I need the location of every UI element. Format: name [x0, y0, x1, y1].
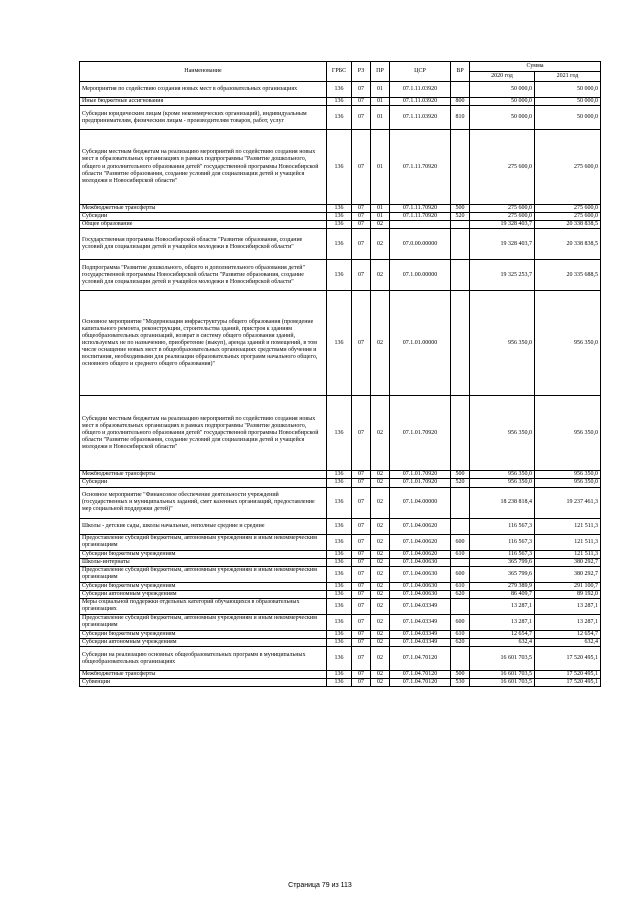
row-value-2020: 50 000,0	[470, 98, 535, 106]
row-csr: 07.1.04.00620	[390, 534, 451, 550]
row-grbs: 136	[327, 534, 352, 550]
row-vr	[451, 82, 470, 98]
row-value-2021: 956 350,0	[535, 396, 601, 471]
row-grbs: 136	[327, 630, 352, 638]
row-pr: 01	[371, 106, 390, 130]
row-rz: 07	[352, 487, 371, 518]
table-row	[80, 639, 601, 647]
row-value-2020: 18 238 818,4	[470, 487, 535, 518]
row-name: Субсидии местным бюджетам на реализацию мероприятий по содействию создания новых мест в образовательных организациях в рамках подпрограммы "Развитие дошкольного, общего и дополнительного образования детей" государственной программы Новосибирской области "Развитие образования, создание условий для социализации детей и учащейся молодежи в Новосибирской области"	[80, 396, 327, 471]
row-name: Субсидии автономным учреждениям	[80, 590, 327, 598]
row-value-2021: 291 100,7	[535, 582, 601, 590]
row-value-2021: 17 520 495,1	[535, 647, 601, 671]
row-value-2021: 50 000,0	[535, 98, 601, 106]
row-rz: 07	[352, 479, 371, 487]
table-row	[80, 598, 601, 614]
table-header-row	[80, 62, 601, 72]
row-pr: 02	[371, 260, 390, 291]
row-csr: 07.1.04.00630	[390, 582, 451, 590]
row-rz: 07	[352, 213, 371, 221]
table-row	[80, 679, 601, 687]
row-grbs: 136	[327, 82, 352, 98]
row-csr	[390, 221, 451, 229]
row-value-2020: 13 287,1	[470, 598, 535, 614]
table-row	[80, 106, 601, 130]
table-row	[80, 550, 601, 558]
col-header-vr: ВР	[451, 62, 470, 82]
row-value-2020: 19 328 403,7	[470, 221, 535, 229]
row-csr: 07.1.11.70920	[390, 213, 451, 221]
row-rz: 07	[352, 205, 371, 213]
row-value-2021: 12 654,7	[535, 630, 601, 638]
table-row	[80, 566, 601, 582]
row-name: Мероприятия по содействию создания новых мест в образовательных организациях	[80, 82, 327, 98]
row-pr: 02	[371, 566, 390, 582]
row-value-2021: 13 287,1	[535, 598, 601, 614]
row-pr: 01	[371, 82, 390, 98]
row-value-2021: 50 000,0	[535, 106, 601, 130]
row-csr: 07.1.04.03349	[390, 598, 451, 614]
row-rz: 07	[352, 534, 371, 550]
row-vr: 500	[451, 471, 470, 479]
row-rz: 07	[352, 598, 371, 614]
row-pr: 02	[371, 598, 390, 614]
row-value-2020: 365 799,6	[470, 566, 535, 582]
row-rz: 07	[352, 471, 371, 479]
row-grbs: 136	[327, 566, 352, 582]
row-vr: 800	[451, 98, 470, 106]
row-vr	[451, 221, 470, 229]
row-grbs: 136	[327, 221, 352, 229]
row-pr: 02	[371, 487, 390, 518]
row-value-2020: 275 600,0	[470, 205, 535, 213]
row-value-2020: 632,4	[470, 639, 535, 647]
row-pr: 02	[371, 229, 390, 260]
row-csr: 07.1.11.70920	[390, 205, 451, 213]
row-grbs: 136	[327, 550, 352, 558]
col-header-csr: ЦСР	[390, 62, 451, 82]
row-vr	[451, 518, 470, 534]
row-value-2021: 20 338 838,5	[535, 221, 601, 229]
row-value-2020: 19 328 403,7	[470, 229, 535, 260]
table-row	[80, 130, 601, 205]
row-value-2020: 956 350,0	[470, 291, 535, 396]
row-vr: 610	[451, 630, 470, 638]
row-vr	[451, 130, 470, 205]
row-value-2020: 365 799,6	[470, 558, 535, 566]
row-pr: 02	[371, 291, 390, 396]
row-name: Межбюджетные трансферты	[80, 205, 327, 213]
row-value-2020: 116 567,3	[470, 534, 535, 550]
row-grbs: 136	[327, 396, 352, 471]
row-rz: 07	[352, 582, 371, 590]
row-rz: 07	[352, 671, 371, 679]
row-csr: 07.0.00.00000	[390, 229, 451, 260]
col-header-2021: 2021 год	[535, 72, 601, 82]
row-grbs: 136	[327, 487, 352, 518]
row-csr: 07.1.04.70120	[390, 679, 451, 687]
row-vr: 610	[451, 582, 470, 590]
row-name: Меры социальной поддержки отдельных категорий обучающихся в образовательных организациях	[80, 598, 327, 614]
row-csr: 07.1.01.00000	[390, 291, 451, 396]
row-csr: 07.1.11.70920	[390, 130, 451, 205]
row-rz: 07	[352, 679, 371, 687]
row-pr: 02	[371, 582, 390, 590]
row-csr: 07.1.04.00630	[390, 558, 451, 566]
row-name: Общее образование	[80, 221, 327, 229]
col-header-grbs: ГРБС	[327, 62, 352, 82]
row-value-2020: 86 409,7	[470, 590, 535, 598]
row-vr	[451, 291, 470, 396]
row-vr	[451, 260, 470, 291]
row-name: Субсидии юридическим лицам (кроме некоммерческих организаций), индивидуальным предпринимателям, физическим лицам - производителям товаров, работ, услуг	[80, 106, 327, 130]
row-rz: 07	[352, 614, 371, 630]
row-value-2020: 279 389,9	[470, 582, 535, 590]
row-value-2021: 121 511,3	[535, 550, 601, 558]
row-pr: 02	[371, 396, 390, 471]
row-grbs: 136	[327, 598, 352, 614]
table-row	[80, 630, 601, 638]
row-value-2021: 380 292,7	[535, 566, 601, 582]
table-row	[80, 671, 601, 679]
row-value-2021: 50 000,0	[535, 82, 601, 98]
row-name: Основное мероприятие "Финансовое обеспечение деятельности учреждений (государственных и муниципальных заданий, смет казенных организаций, предоставление мер социальной поддержки детей)"	[80, 487, 327, 518]
row-rz: 07	[352, 518, 371, 534]
col-header-2020: 2020 год	[470, 72, 535, 82]
row-value-2021: 121 511,3	[535, 518, 601, 534]
row-vr: 500	[451, 671, 470, 679]
row-grbs: 136	[327, 671, 352, 679]
row-value-2020: 275 600,0	[470, 213, 535, 221]
col-header-pr: ПР	[371, 62, 390, 82]
row-grbs: 136	[327, 106, 352, 130]
table-row	[80, 396, 601, 471]
row-rz: 07	[352, 566, 371, 582]
row-csr: 07.1.04.03349	[390, 630, 451, 638]
row-grbs: 136	[327, 479, 352, 487]
row-rz: 07	[352, 260, 371, 291]
row-name: Иные бюджетные ассигнования	[80, 98, 327, 106]
table-row	[80, 487, 601, 518]
row-vr: 600	[451, 534, 470, 550]
row-value-2020: 50 000,0	[470, 82, 535, 98]
row-csr: 07.1.04.70120	[390, 647, 451, 671]
row-csr: 07.1.11.03920	[390, 98, 451, 106]
row-pr: 01	[371, 213, 390, 221]
row-vr	[451, 229, 470, 260]
row-grbs: 136	[327, 291, 352, 396]
row-pr: 02	[371, 558, 390, 566]
row-vr: 530	[451, 679, 470, 687]
table-row	[80, 98, 601, 106]
table-row	[80, 291, 601, 396]
row-rz: 07	[352, 550, 371, 558]
table-row	[80, 582, 601, 590]
table-row	[80, 229, 601, 260]
row-value-2020: 956 350,0	[470, 396, 535, 471]
row-pr: 01	[371, 130, 390, 205]
row-value-2021: 380 292,7	[535, 558, 601, 566]
row-pr: 02	[371, 639, 390, 647]
row-value-2020: 12 654,7	[470, 630, 535, 638]
row-value-2020: 116 567,3	[470, 518, 535, 534]
row-csr: 07.1.04.00620	[390, 518, 451, 534]
row-vr	[451, 487, 470, 518]
row-rz: 07	[352, 229, 371, 260]
row-pr: 02	[371, 221, 390, 229]
row-value-2020: 16 601 703,5	[470, 671, 535, 679]
row-value-2020: 275 600,0	[470, 130, 535, 205]
row-name: Субсидии автономным учреждениям	[80, 639, 327, 647]
row-grbs: 136	[327, 98, 352, 106]
row-csr: 07.1.04.03349	[390, 614, 451, 630]
row-grbs: 136	[327, 260, 352, 291]
row-pr: 02	[371, 479, 390, 487]
row-rz: 07	[352, 639, 371, 647]
row-pr: 02	[371, 534, 390, 550]
row-value-2020: 956 350,0	[470, 471, 535, 479]
table-row	[80, 479, 601, 487]
row-value-2020: 16 601 703,5	[470, 679, 535, 687]
row-csr: 07.1.04.00000	[390, 487, 451, 518]
row-name: Межбюджетные трансферты	[80, 471, 327, 479]
row-vr	[451, 647, 470, 671]
row-value-2021: 17 520 495,1	[535, 671, 601, 679]
row-name: Субсидии на реализацию основных общеобразовательных программ в муниципальных общеобразовательных организациях	[80, 647, 327, 671]
row-csr: 07.1.01.70920	[390, 471, 451, 479]
row-value-2021: 956 350,0	[535, 479, 601, 487]
row-name: Подпрограмма "Развитие дошкольного, общего и дополнительного образования детей" государственной программы Новосибирской области "Развитие образования, создание условий для социализации детей и учащейся молодежи в Новосибирской области"	[80, 260, 327, 291]
row-pr: 02	[371, 471, 390, 479]
col-header-sum: Сумма	[470, 62, 601, 72]
row-value-2021: 19 237 461,3	[535, 487, 601, 518]
row-pr: 02	[371, 590, 390, 598]
table-row	[80, 534, 601, 550]
row-name: Школы-интернаты	[80, 558, 327, 566]
table-row	[80, 260, 601, 291]
table-row	[80, 205, 601, 213]
row-name: Субсидии бюджетным учреждениям	[80, 630, 327, 638]
row-name: Субсидии бюджетным учреждениям	[80, 582, 327, 590]
row-name: Школы - детские сады, школы начальные, неполные средние и средние	[80, 518, 327, 534]
row-value-2021: 956 350,0	[535, 291, 601, 396]
row-grbs: 136	[327, 518, 352, 534]
row-grbs: 136	[327, 679, 352, 687]
row-name: Предоставление субсидий бюджетным, автономным учреждениям и иным некоммерческим организациям	[80, 566, 327, 582]
row-grbs: 136	[327, 213, 352, 221]
row-vr	[451, 396, 470, 471]
table-row	[80, 614, 601, 630]
row-vr: 600	[451, 614, 470, 630]
table-row	[80, 518, 601, 534]
row-name: Субвенции	[80, 679, 327, 687]
row-pr: 01	[371, 98, 390, 106]
row-vr: 610	[451, 550, 470, 558]
row-rz: 07	[352, 98, 371, 106]
table-row	[80, 590, 601, 598]
row-vr	[451, 598, 470, 614]
table-row	[80, 647, 601, 671]
table-row	[80, 558, 601, 566]
row-value-2021: 20 335 688,5	[535, 260, 601, 291]
row-rz: 07	[352, 558, 371, 566]
table-row	[80, 221, 601, 229]
row-name: Субсидии	[80, 213, 327, 221]
row-csr: 07.1.01.70920	[390, 396, 451, 471]
row-rz: 07	[352, 630, 371, 638]
row-name: Субсидии местным бюджетам на реализацию мероприятий по содействию создания новых мест в образовательных организациях в рамках подпрограммы "Развитие дошкольного, общего и дополнительного образования детей" государственной программы Новосибирской области "Развитие образования, создание условий для социализации детей и учащейся молодежи в Новосибирской области"	[80, 130, 327, 205]
row-vr: 600	[451, 566, 470, 582]
row-grbs: 136	[327, 590, 352, 598]
row-value-2020: 16 601 703,5	[470, 647, 535, 671]
row-rz: 07	[352, 130, 371, 205]
row-grbs: 136	[327, 582, 352, 590]
row-value-2021: 956 350,0	[535, 471, 601, 479]
row-name: Межбюджетные трансферты	[80, 671, 327, 679]
row-rz: 07	[352, 647, 371, 671]
row-pr: 01	[371, 205, 390, 213]
row-pr: 02	[371, 647, 390, 671]
row-name: Предоставление субсидий бюджетным, автономным учреждениям и иным некоммерческим организациям	[80, 534, 327, 550]
row-rz: 07	[352, 106, 371, 130]
row-csr: 07.1.04.00630	[390, 566, 451, 582]
row-grbs: 136	[327, 647, 352, 671]
row-pr: 02	[371, 671, 390, 679]
row-grbs: 136	[327, 229, 352, 260]
row-value-2021: 275 600,0	[535, 130, 601, 205]
row-value-2020: 50 000,0	[470, 106, 535, 130]
row-vr: 620	[451, 639, 470, 647]
row-grbs: 136	[327, 471, 352, 479]
row-value-2021: 20 338 838,5	[535, 229, 601, 260]
row-name: Предоставление субсидий бюджетным, автономным учреждениям и иным некоммерческим организациям	[80, 614, 327, 630]
row-grbs: 136	[327, 558, 352, 566]
row-name: Субсидии	[80, 479, 327, 487]
budget-table	[79, 61, 601, 687]
row-rz: 07	[352, 590, 371, 598]
row-grbs: 136	[327, 639, 352, 647]
row-value-2020: 956 350,0	[470, 479, 535, 487]
row-value-2021: 275 600,0	[535, 213, 601, 221]
col-header-rz: РЗ	[352, 62, 371, 82]
table-row	[80, 213, 601, 221]
row-vr: 520	[451, 213, 470, 221]
row-rz: 07	[352, 82, 371, 98]
table-body	[80, 82, 601, 687]
row-rz: 07	[352, 221, 371, 229]
row-csr: 07.1.01.70920	[390, 479, 451, 487]
row-csr: 07.1.04.03349	[390, 639, 451, 647]
row-vr	[451, 558, 470, 566]
page-number: Страница 79 из 113	[288, 882, 352, 889]
table-row	[80, 82, 601, 98]
row-csr: 07.1.04.70120	[390, 671, 451, 679]
row-csr: 07.1.04.00620	[390, 550, 451, 558]
row-vr: 810	[451, 106, 470, 130]
row-vr: 520	[451, 479, 470, 487]
row-value-2021: 632,4	[535, 639, 601, 647]
row-pr: 02	[371, 630, 390, 638]
row-name: Основное мероприятие "Модернизация инфраструктуры общего образования (проведение капитального ремонта, реконструкции, строительства зданий, пристроя к зданиям общеобразовательных организаций, возврат в систему общего образования зданий, используемых не по назначению, приобретение (выкуп), аренда зданий и помещений, в том числе оснащение новых мест в общеобразовательных организациях средствами обучения и воспитания, необходимыми для реализации образовательных программ начального общего, основного общего и среднего общего образования)"	[80, 291, 327, 396]
row-grbs: 136	[327, 614, 352, 630]
col-header-name: Наименование	[80, 62, 327, 82]
row-value-2020: 19 325 253,7	[470, 260, 535, 291]
row-csr: 07.1.00.00000	[390, 260, 451, 291]
row-pr: 02	[371, 550, 390, 558]
table-row	[80, 471, 601, 479]
row-csr: 07.1.04.00630	[390, 590, 451, 598]
row-value-2021: 89 192,0	[535, 590, 601, 598]
row-rz: 07	[352, 396, 371, 471]
row-name: Государственная программа Новосибирской области "Развитие образования, создание условий для социализации детей и учащейся молодежи в Новосибирской области"	[80, 229, 327, 260]
row-value-2021: 13 287,1	[535, 614, 601, 630]
row-pr: 02	[371, 679, 390, 687]
row-csr: 07.1.11.03920	[390, 82, 451, 98]
row-value-2021: 17 520 495,1	[535, 679, 601, 687]
row-name: Субсидии бюджетным учреждениям	[80, 550, 327, 558]
row-csr: 07.1.11.03920	[390, 106, 451, 130]
row-value-2021: 275 600,0	[535, 205, 601, 213]
row-value-2020: 13 287,1	[470, 614, 535, 630]
row-vr: 500	[451, 205, 470, 213]
row-rz: 07	[352, 291, 371, 396]
row-value-2020: 116 567,3	[470, 550, 535, 558]
row-grbs: 136	[327, 205, 352, 213]
row-pr: 02	[371, 614, 390, 630]
row-pr: 02	[371, 518, 390, 534]
row-grbs: 136	[327, 130, 352, 205]
row-value-2021: 121 511,3	[535, 534, 601, 550]
row-vr: 620	[451, 590, 470, 598]
